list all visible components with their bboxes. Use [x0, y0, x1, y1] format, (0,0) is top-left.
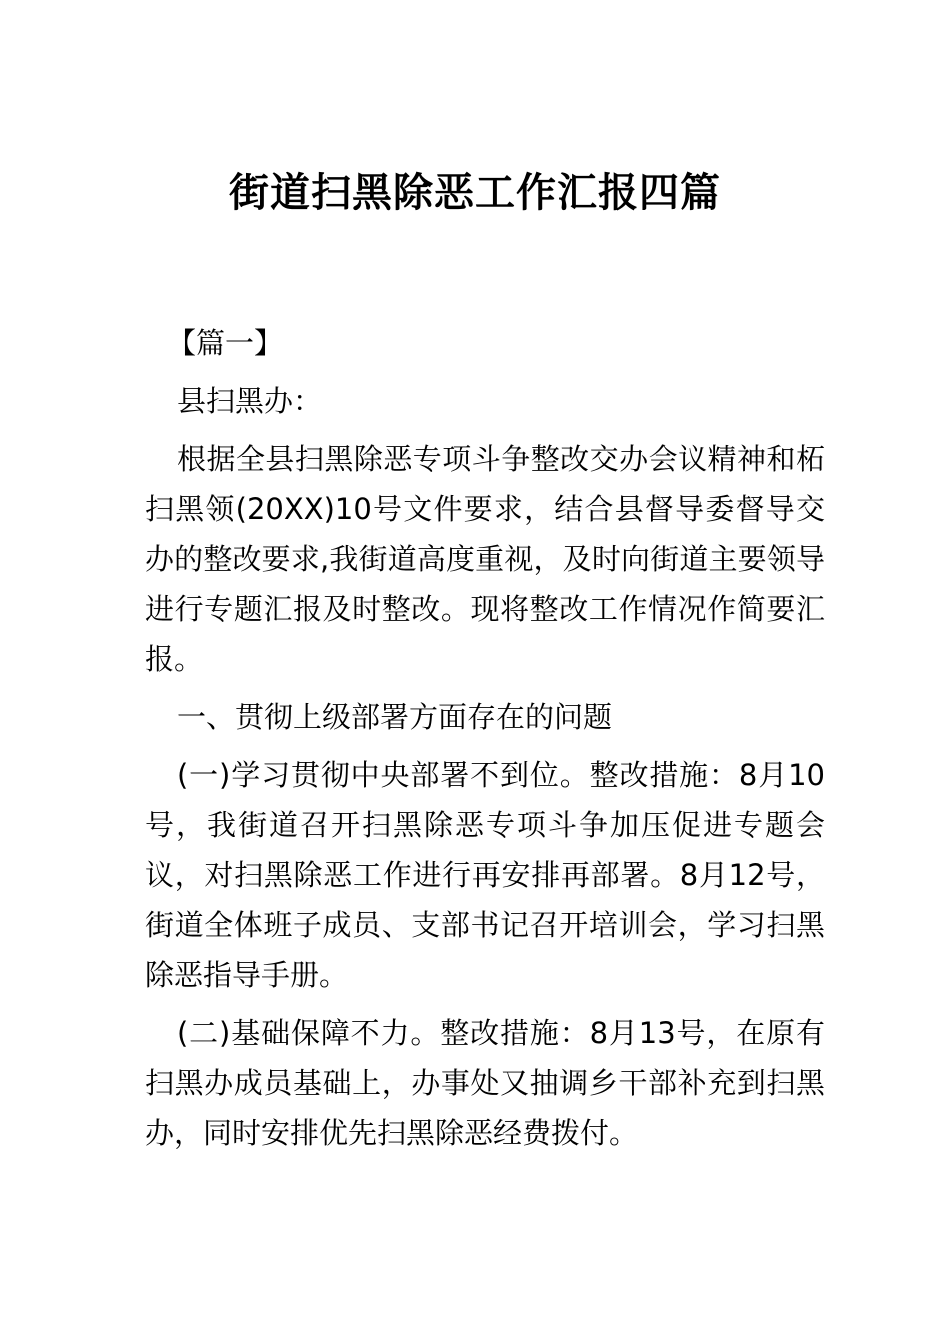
- salutation: 县扫黑办：: [177, 384, 323, 418]
- item-paragraph-1: (一)学习贯彻中央部署不到位。整改措施：8月10号，我街道召开扫黑除恶专项斗争加压促进专题会议，对扫黑除恶工作进行再安排再部署。8月12号，街道全体班子成员、支部书记召开培训会，学习扫黑除恶指导手册。: [145, 758, 825, 992]
- section-heading: 一、贯彻上级部署方面存在的问题: [177, 700, 613, 734]
- document-title: 街道扫黑除恶工作汇报四篇: [229, 169, 721, 216]
- intro-paragraph: 根据全县扫黑除恶专项斗争整改交办会议精神和柘扫黑领(20XX)10号文件要求，结合县督导委督导交办的整改要求,我街道高度重视，及时向街道主要领导进行专题汇报及时整改。现将整改工作情况作简要汇报。: [145, 442, 825, 676]
- section-label: 【篇一】: [167, 326, 284, 360]
- document-body: [145, 318, 825, 1166]
- item-paragraph-2: (二)基础保障不力。整改措施：8月13号，在原有扫黑办成员基础上，办事处又抽调乡干部补充到扫黑办，同时安排优先扫黑除恶经费拨付。: [145, 1016, 825, 1150]
